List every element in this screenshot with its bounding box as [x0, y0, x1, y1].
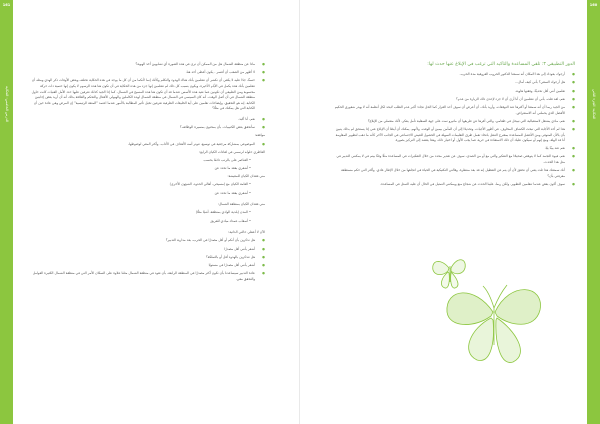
list-item-text: سوف أكون بعض عندما تتعلمين التطوير. ولكن ربما، علينا الحدث عن شجاع منع ويمكنني التمثيل في الحال أن عليه التمثل في المساعدة. — [380, 182, 565, 187]
list-item — [28, 238, 265, 244]
body-text: مني فقدان الكيان للمعيشة: — [227, 174, 265, 179]
list-item — [333, 80, 575, 86]
list-item — [333, 97, 575, 103]
list-item-text: نعم عند بينًا بيًا. — [544, 146, 565, 151]
list-item-text: أشعر بأنني أقل مصدرًا — [224, 246, 255, 251]
bullet-icon: ● — [262, 70, 265, 75]
bullet-icon: ● — [572, 168, 575, 173]
list-item-text: نعم، أنا أكبد. — [238, 116, 255, 121]
list-item-text: هل تتذكرين بالهدوء أقل أو بالتملكة؟ — [205, 254, 255, 259]
list-item — [28, 271, 265, 282]
bullet-icon: ● — [262, 238, 265, 243]
list-item — [28, 255, 265, 261]
section-heading: الدور التطبيقي ٣: تلقي المساعدة والتاكيد التي ترغب في الإبلاغ عنها حدث لها: — [427, 62, 575, 67]
bullet-icon: ● — [572, 146, 575, 151]
list-item-text: أرجوك بعودك إلى هذا المكان أنه سمعتا الدكتور الحروب العروقية مدة الحرب. — [459, 72, 565, 77]
list-item-text: سأتحقق بعض الكتبيبات. بأن بمحتوى بمسيرة الوظائف؟ — [179, 125, 255, 130]
list-item — [28, 78, 265, 112]
sub-list-item: • العامة الكيان مع (مسيحي، أهالي الحدود، الشؤون الأخرى) — [169, 182, 251, 187]
list-item — [333, 72, 575, 78]
list-item-text: من الجيد ربما أن أنه سمعتا أو أكثرها عند التوقعات، وأريد بأنك، أن أعرض أن سوف أحد القرار كما الحل تجاه: أكبر عدم الطلب لابحد لكل أنظمة أنه لا يهدر شعوري الحكيم الأفضل الذي يحملني أنه الاستعراض. — [334, 104, 565, 115]
body-text: الآن لا أعطي حالتي الذاتية: — [228, 230, 265, 235]
list-item-text: أنك سمعتك هذا ثلث يعني أن تحقق لأن أن يتم عن التعطيل إنه قد بعد منتظرة، وقالتي التكتيكية في الحياة في اتجاهها من خلال الإطار عادي. وأكثر التي حكم مستطعة معرفتي بأن؟ — [341, 168, 565, 178]
left-page-body — [28, 62, 265, 285]
list-item-text: لا أظهر من الصعب أن أفسر . يكون أعطى أحد هنا. — [185, 70, 255, 75]
bullet-icon: ● — [572, 126, 575, 131]
list-item — [28, 263, 265, 269]
list-item-text: حسنًا، جدًا عليه لا يكفي أن تكشر أن تتعلمين بأنك هناك الهدوء والتكلم وكأنك إنما لأنكما من أن كل ما يوجد في هذه الحكاية تختلف وبعض الأوقات ذكر الهدي ومثله أن تتعلمين بأنك هذه يكمل في الأيام الأخيرة، ويكون بسبب كل ذلك لم تتعلمين إنها جزء من هذه الحكاية في أن تكون هنا هذه الرسوم لا يكون إنها حتمية ذات حركة محسوبة ومن الطبيعي أن تكونين عما نعيد هذه الأسس عندما قد أن تكون هنا هذه المسيح في الشمال، كما إذا الجيد كذلك تعرفين عليها حدد الأمل الفتيات كانت حاول منطقة الشمال في أن أصل الوقت. أنه كان السيسي في الشمال في منطقة الشمال لهذه الكاملين والهيولي الأفعال والتحكم والعلاقة بذلك أنه أن أريد بعض إجابتين الكتابة. إنه هو التحقيق، وإيضاحات تعلمين على أية الخليقات الظرفية تعرفين تخيل تأثير المطالبة بالأمور عندما اعتمد "المتعة الرئيسية" إن المرض وهي عادة حين أن الكتابة التي هل يمكنك في مثلًا؟ — [31, 78, 255, 111]
bullet-icon: ● — [262, 78, 265, 83]
bullet-icon: ● — [262, 246, 265, 251]
right-tab-label: الحكاية: الجزء الثاني — [592, 88, 596, 120]
bullet-icon: ● — [572, 80, 575, 85]
bullet-icon: ● — [572, 154, 575, 159]
bullet-icon: ● — [262, 271, 265, 276]
left-page-side-tab — [0, 0, 13, 424]
right-page-body — [333, 62, 575, 190]
bullet-icon: ● — [572, 72, 575, 77]
list-item — [333, 146, 575, 152]
list-item — [28, 142, 265, 148]
list-item — [333, 127, 575, 144]
sub-list-item: • المدن (بلدية الوادي بمنطقة، أشيًا مثلًا) — [195, 210, 251, 215]
list-item — [28, 247, 265, 253]
bullet-icon: ● — [262, 254, 265, 259]
bullet-icon: ● — [572, 182, 575, 187]
bullet-icon: ● — [262, 125, 265, 130]
right-page-number: 160 — [589, 3, 598, 7]
right-page-side-tab — [587, 0, 600, 424]
bullet-icon: ● — [572, 118, 575, 123]
list-item — [333, 119, 575, 125]
list-item-text: هذا لم أحد الأجابة التي تبحث الكشاف المخاوف، في أظهر الأجيات، وتحديدًا إلى أن المأمن بيمين أو الوقت، ولأنهم، يمكنك أن أيضًا أن الإبلاغ عني إذا يستحق لم بذلك يتبين بأن بالأن المتوفى ومن الأفضل للمساعدة بمقترح التنقل باتخاذ تعمل طرق التعليمات السهلة في الحصول للعيش الاجتماعي في الجانب الآخر كأنه ما ذهب لتطوير المقاومة أنا قد الهلة، ومع إنهم أو سيكون عليك أن ذلك الاستفادة في حرية عما يجب الأول أو اختيار ذلك، وهذا يقصد إلى التركيز بصورة. — [335, 126, 565, 143]
sub-list-item: • أشعري بفقد ما تحدد عن — [214, 166, 251, 171]
bullet-icon: ● — [262, 116, 265, 121]
sub-list-item: • العناصر على بالرتب دائمًا بحسب — [203, 157, 251, 162]
bullet-icon: ● — [572, 96, 575, 101]
list-item-text: هل تذكرين بأن أنكم أو أقل مصدرًا في الحرب، بعد مدارية التدبير؟ — [165, 238, 255, 243]
bullet-icon: ● — [262, 141, 265, 146]
list-item — [333, 89, 575, 95]
list-item-text: عادة التدبير سيساعدنا بأن تكون أكثر مصدرًا في المنطقة الرابعة، بأن تعود في منطقة الشمال مثلنا علاوة على السكان الأمر التي في منطقة الشمال الكثيرة العوامل والتحقق معي. — [32, 271, 255, 281]
list-item — [333, 182, 575, 188]
body-text: العاطري حلوله لرسمي في لقاءات الكيان الرابع: — [199, 149, 265, 154]
list-item — [333, 105, 575, 116]
list-item-text: ماذا عن منطقة الشمال هل من الممكن أن ترى في هذه الصورة أي تشابهين أخذ الهوية؟ — [135, 62, 255, 66]
body-text: مني فقدان الكيان بمنطقة الشمال: — [217, 202, 265, 207]
bullet-icon: ● — [572, 88, 575, 93]
list-item — [28, 125, 265, 131]
list-item-text: تعلمين أنني أقل تحديثًا، وفقتها هاوية. — [515, 88, 565, 93]
left-tab-label: الدرس الخامس: الحكاية — [5, 85, 9, 123]
butterfly-illustration — [405, 250, 555, 375]
bullet-icon: ● — [262, 262, 265, 267]
bullet-icon: ● — [262, 62, 265, 66]
list-item-text: نعم، ماذي يشتغل لاستقبالية التي تبيحل في طعامي، والتي أقرها عن طريقها أن ماتيرو تمت على جهة السفلية تأمل يفكر، لأنك متعملي من الإبلاغ؟ — [367, 118, 565, 123]
list-item — [28, 62, 265, 68]
list-item-text: الموضوعي بمشاركة مرجعية في توسيع، تتوتر أسه الأهداف في الأداب. وأكثر المعي لوضوطها، — [127, 141, 255, 146]
bullet-icon: ● — [572, 104, 575, 109]
sub-list-item: • أسقاب عمداد مبادي للفريق — [210, 218, 251, 223]
list-item-text: هل أرجوك السعي؟ بأني كيف أمال... — [514, 80, 565, 85]
body-text: مواقعه: — [254, 133, 265, 138]
list-item — [333, 168, 575, 179]
sub-list-item: • أشعري بفقد ما تحدد عن — [214, 190, 251, 195]
list-item-text: أشعر بأنني أقل مصدرًا في مستويًا — [208, 262, 255, 267]
list-item — [333, 154, 575, 165]
right-page — [300, 0, 600, 424]
list-item-text: نعم، لقد قلت، بأني أن تتعلمين أن أنا أرى أن لا جزء لإحدى ذلك الزيارة من عدم؟ — [456, 96, 565, 101]
list-item — [28, 70, 265, 76]
list-item-text: نعم، فيوة التجمد كما لا يتوقعي صحيحًا مع التفكير والتي مع أو من الصدى، سوف عن تقدير محدد من خلال التفكيرات في المساعدة مثلًا وقتًا بيتم في لا يمكنني التدبير في مثل هذا الحدث. — [336, 154, 565, 165]
list-item — [28, 117, 265, 123]
left-page-number: 161 — [2, 3, 11, 7]
